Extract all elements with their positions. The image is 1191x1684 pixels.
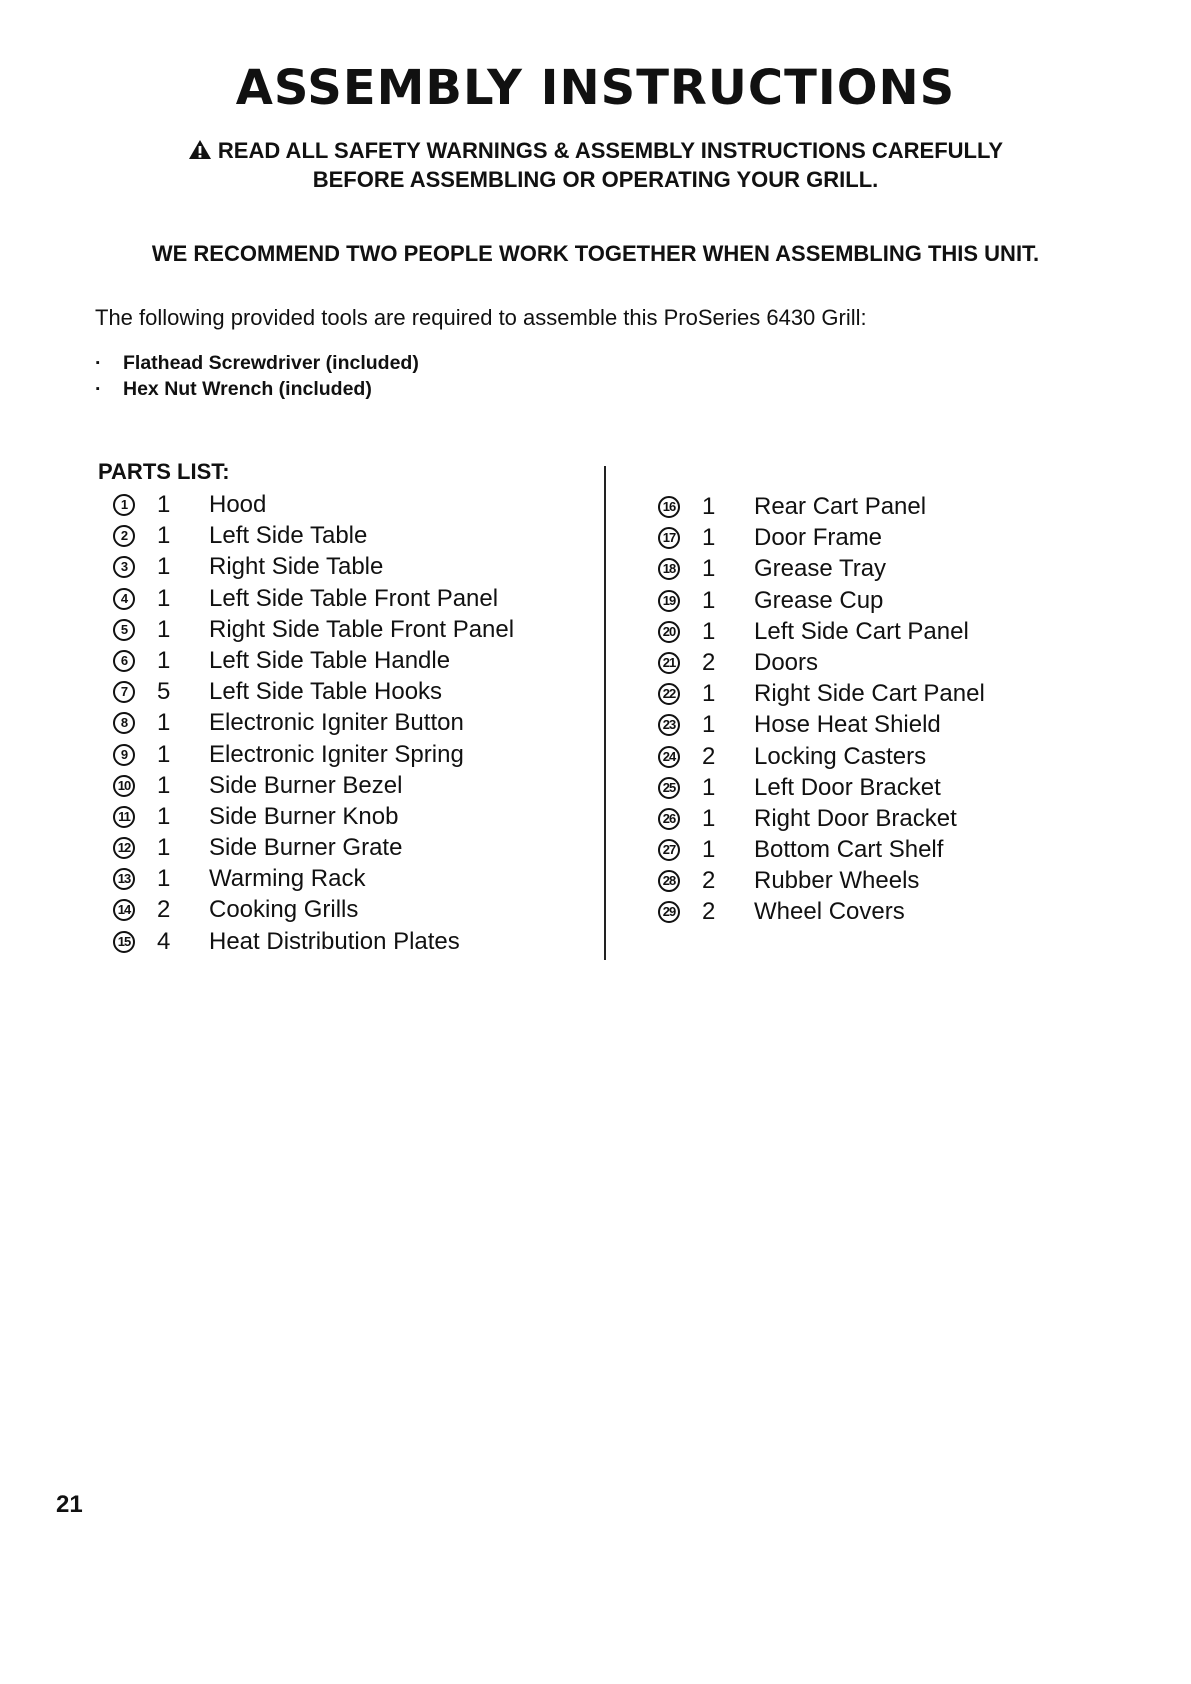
- part-number-badge: 17: [658, 527, 680, 549]
- part-name: Left Side Table Hooks: [209, 678, 443, 706]
- part-number-badge: 2: [113, 525, 135, 547]
- parts-list-item: [658, 648, 1078, 679]
- part-name: Hose Heat Shield: [754, 711, 941, 739]
- parts-list-item: [658, 897, 1078, 928]
- part-quantity: 1: [157, 771, 171, 799]
- part-name: Door Frame: [754, 524, 883, 552]
- tools-intro: The following provided tools are required to assemble this ProSeries 6430 Grill:: [95, 305, 867, 330]
- part-number-badge: 21: [658, 652, 680, 674]
- part-name: Warming Rack: [209, 865, 366, 893]
- part-quantity: 1: [702, 836, 716, 864]
- part-quantity: 1: [702, 617, 716, 645]
- parts-list-item: [113, 740, 533, 771]
- parts-list-right: [658, 492, 1078, 929]
- part-number-badge: 16: [658, 496, 680, 518]
- part-name: Locking Casters: [754, 742, 927, 770]
- part-number-badge: 10: [113, 775, 135, 797]
- parts-list-item: [658, 866, 1078, 897]
- part-quantity: 1: [702, 711, 716, 739]
- part-number-badge: 8: [113, 712, 135, 734]
- part-name: Side Burner Bezel: [209, 771, 403, 799]
- parts-list-left: [113, 490, 533, 958]
- part-number-badge: 20: [658, 621, 680, 643]
- part-name: Electronic Igniter Button: [209, 709, 464, 737]
- part-number-badge: 7: [113, 681, 135, 703]
- part-quantity: 1: [702, 493, 716, 520]
- part-name: Wheel Covers: [754, 898, 905, 926]
- part-name: Hood: [209, 491, 267, 518]
- part-number-badge: 22: [658, 683, 680, 705]
- bullet-icon: ·: [95, 352, 102, 374]
- parts-list-heading: PARTS LIST:: [98, 459, 230, 484]
- recommendation: WE RECOMMEND TWO PEOPLE WORK TOGETHER WHEN ASSEMBLING THIS UNIT.: [151, 241, 1040, 266]
- parts-list-item: [113, 833, 533, 864]
- page-title: ASSEMBLY INSTRUCTIONS: [235, 60, 956, 116]
- warning-line-2: BEFORE ASSEMBLING OR OPERATING YOUR GRILL.: [312, 167, 879, 192]
- parts-list-item: [113, 615, 533, 646]
- page-number: 21: [56, 1491, 83, 1518]
- part-name: Electronic Igniter Spring: [209, 740, 464, 768]
- part-quantity: 1: [157, 646, 171, 674]
- parts-list-item: [658, 710, 1078, 741]
- part-number-badge: 4: [113, 588, 135, 610]
- warning-text-1: READ ALL SAFETY WARNINGS & ASSEMBLY INSTRUCTIONS CAREFULLY: [217, 138, 1004, 163]
- parts-list-item: [113, 646, 533, 677]
- parts-list-item: [113, 490, 533, 521]
- tool-label: Flathead Screwdriver (included): [123, 352, 419, 374]
- part-quantity: 1: [157, 709, 171, 737]
- parts-list-item: [658, 617, 1078, 648]
- part-number-badge: 15: [113, 931, 135, 953]
- parts-list-item: [658, 586, 1078, 617]
- bullet-icon: ·: [95, 378, 102, 400]
- part-name: Side Burner Grate: [209, 834, 403, 862]
- parts-list-item: [113, 677, 533, 708]
- part-number-badge: 5: [113, 619, 135, 641]
- part-name: Rubber Wheels: [754, 867, 920, 895]
- column-divider: [604, 466, 606, 960]
- part-name: Left Side Cart Panel: [754, 617, 969, 645]
- parts-list-item: [113, 584, 533, 615]
- part-number-badge: 27: [658, 839, 680, 861]
- part-number-badge: 26: [658, 808, 680, 830]
- parts-list-item: [658, 804, 1078, 835]
- parts-list-item: [113, 802, 533, 833]
- part-number-badge: 25: [658, 777, 680, 799]
- parts-list-item: [113, 864, 533, 895]
- part-name: Left Side Table Front Panel: [209, 584, 499, 612]
- part-quantity: 1: [157, 740, 171, 768]
- part-quantity: 1: [157, 522, 171, 550]
- part-quantity: 2: [702, 742, 716, 770]
- part-name: Left Side Table Handle: [209, 646, 451, 674]
- part-number-badge: 11: [113, 806, 135, 828]
- parts-list-item: [658, 523, 1078, 554]
- part-quantity: 1: [157, 865, 171, 893]
- part-quantity: 1: [702, 524, 716, 552]
- parts-list-item: [658, 492, 1078, 523]
- part-quantity: 5: [157, 678, 171, 706]
- part-number-badge: 23: [658, 714, 680, 736]
- warning-triangle-icon: [188, 139, 212, 160]
- part-quantity: 1: [702, 773, 716, 801]
- part-name: Right Side Cart Panel: [754, 680, 985, 708]
- parts-list-item: [113, 927, 533, 958]
- part-quantity: 4: [157, 927, 171, 955]
- parts-list-item: [658, 835, 1078, 866]
- parts-list-item: [658, 773, 1078, 804]
- parts-list-item: [113, 895, 533, 926]
- part-number-badge: 18: [658, 558, 680, 580]
- part-quantity: 1: [157, 584, 171, 612]
- warning-line-1: [0, 136, 1191, 165]
- parts-list-item: [113, 708, 533, 739]
- part-name: Cooking Grills: [209, 896, 359, 924]
- part-quantity: 2: [702, 898, 716, 926]
- part-name: Bottom Cart Shelf: [754, 836, 944, 864]
- part-name: Heat Distribution Plates: [209, 927, 460, 955]
- part-name: Right Side Table: [209, 553, 384, 581]
- part-name: Doors: [754, 648, 819, 676]
- part-number-badge: 9: [113, 744, 135, 766]
- part-number-badge: 3: [113, 556, 135, 578]
- parts-list-item: [113, 552, 533, 583]
- safety-warning: [0, 136, 1191, 194]
- part-quantity: 1: [702, 680, 716, 708]
- part-name: Rear Cart Panel: [754, 493, 927, 520]
- part-quantity: 1: [702, 555, 716, 583]
- part-name: Side Burner Knob: [209, 802, 399, 830]
- parts-list-item: [113, 771, 533, 802]
- part-number-badge: 1: [113, 494, 135, 516]
- part-number-badge: 14: [113, 899, 135, 921]
- parts-list-item: [113, 521, 533, 552]
- part-quantity: 1: [702, 804, 716, 832]
- tools-list: [95, 350, 419, 402]
- part-quantity: 1: [157, 834, 171, 862]
- tool-item: [95, 376, 419, 402]
- parts-list-item: [658, 679, 1078, 710]
- part-number-badge: 24: [658, 746, 680, 768]
- parts-list-item: [658, 742, 1078, 773]
- part-name: Left Door Bracket: [754, 773, 941, 801]
- tool-label: Hex Nut Wrench (included): [123, 378, 372, 400]
- part-name: Grease Cup: [754, 586, 884, 614]
- part-quantity: 2: [702, 867, 716, 895]
- part-quantity: 2: [157, 896, 171, 924]
- part-quantity: 1: [157, 802, 171, 830]
- part-number-badge: 6: [113, 650, 135, 672]
- part-number-badge: 19: [658, 590, 680, 612]
- part-quantity: 2: [702, 648, 716, 676]
- part-quantity: 1: [157, 615, 171, 643]
- part-name: Right Side Table Front Panel: [209, 615, 515, 643]
- part-name: Right Door Bracket: [754, 804, 957, 832]
- part-number-badge: 12: [113, 837, 135, 859]
- part-number-badge: 13: [113, 868, 135, 890]
- tool-item: [95, 350, 419, 376]
- part-quantity: 1: [702, 586, 716, 614]
- part-number-badge: 29: [658, 901, 680, 923]
- part-number-badge: 28: [658, 870, 680, 892]
- part-name: Grease Tray: [754, 555, 887, 583]
- part-quantity: 1: [157, 491, 171, 518]
- part-name: Left Side Table: [209, 522, 368, 550]
- part-quantity: 1: [157, 553, 171, 581]
- parts-list-item: [658, 554, 1078, 585]
